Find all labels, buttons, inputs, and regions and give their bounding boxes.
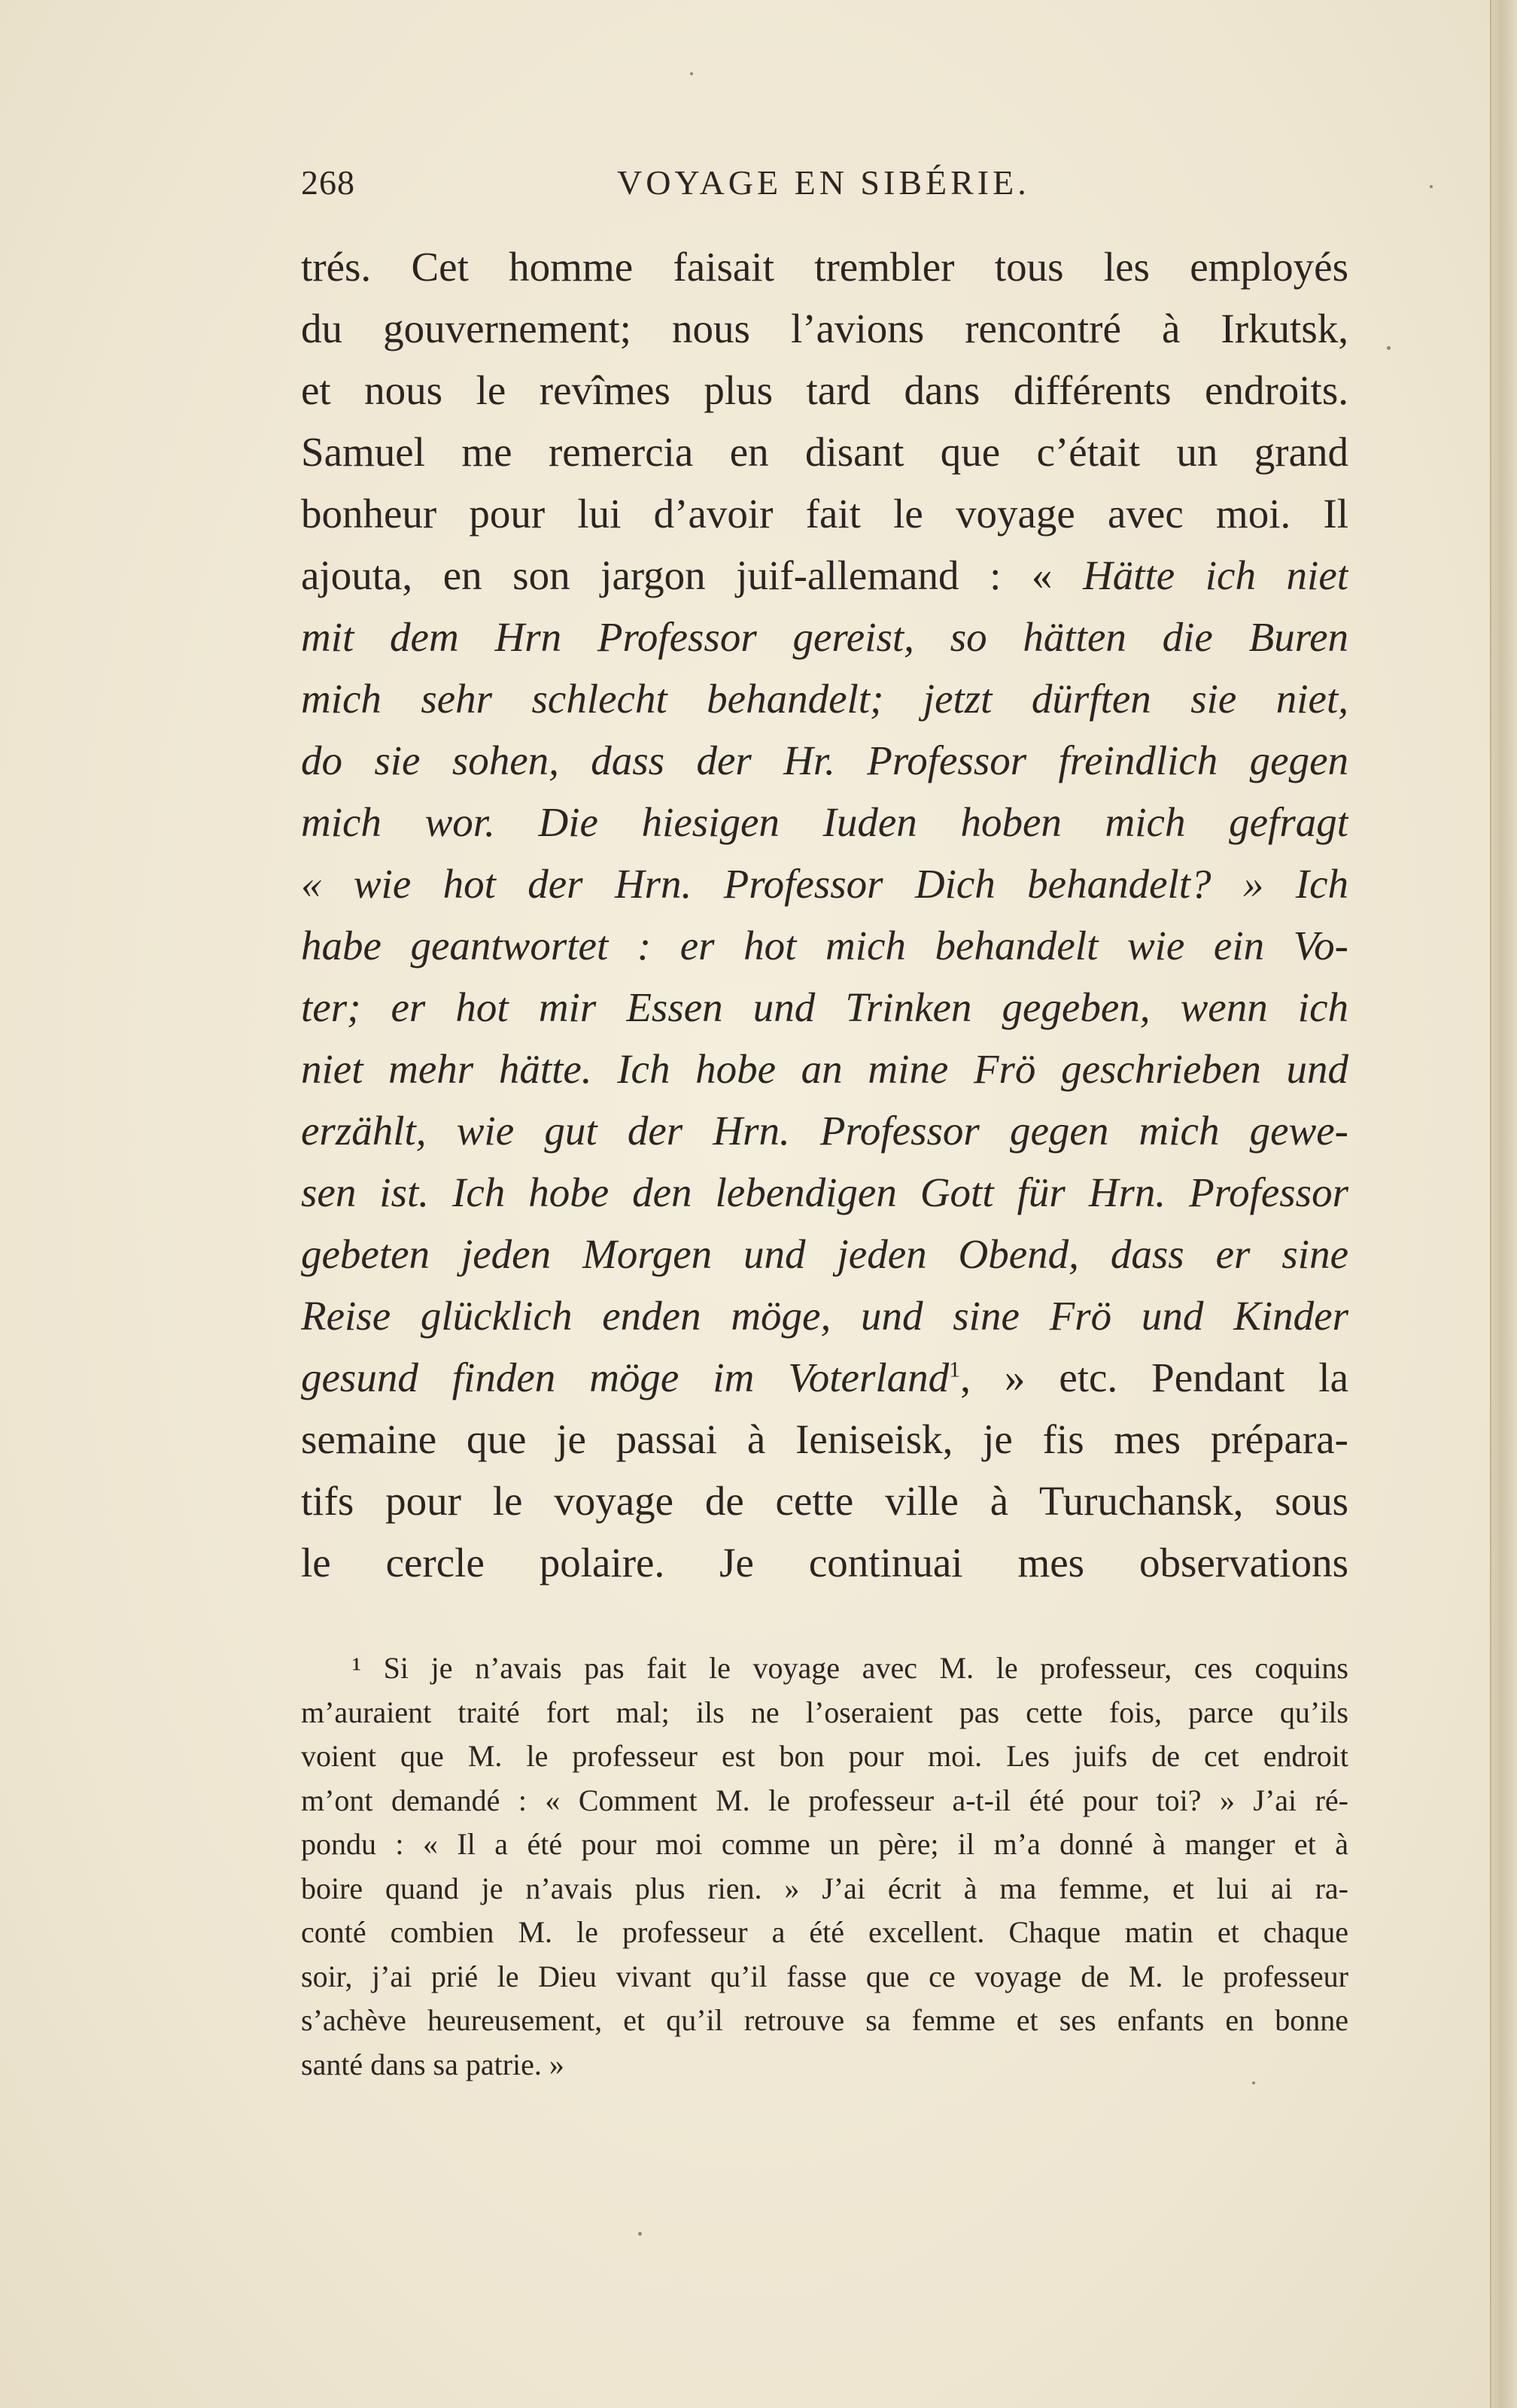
- footnote: [301, 1646, 1348, 2087]
- text-run: ajouta, en son jargon juif-allemand : «: [301, 552, 1053, 598]
- text-line: tifs pour le voyage de cette ville à Turuchansk, sous: [301, 1478, 1348, 1524]
- text-line: gebeten jeden Morgen und jeden Obend, dass er sine: [301, 1231, 1348, 1277]
- text-line: Samuel me remercia en disant que c’était un grand: [301, 429, 1348, 475]
- text-line: semaine que je passai à Ieniseisk, je fis mes prépara-: [301, 1416, 1348, 1462]
- footnote-line: ¹ Si je n’avais pas fait le voyage avec M. le professeur, ces coquins: [352, 1651, 1348, 1685]
- text-line: Reise glücklich enden möge, und sine Frö und Kinder: [301, 1293, 1348, 1339]
- text-line: mit dem Hrn Professor gereist, so hätten die Buren: [301, 614, 1348, 660]
- text-run: , » etc. Pendant la: [960, 1354, 1348, 1400]
- text-line: habe geantwortet : er hot mich behandelt wie ein Vo-: [301, 923, 1348, 968]
- italic-run: gesund finden möge im Voterland: [301, 1354, 950, 1400]
- italic-run: Hätte ich niet: [1083, 552, 1348, 598]
- paper-speck: [1430, 185, 1433, 188]
- paper-speck: [1387, 346, 1391, 350]
- text-line: [301, 545, 1348, 607]
- page-header: [301, 163, 1339, 215]
- footnote-ref: 1: [949, 1357, 961, 1382]
- text-line: erzählt, wie gut der Hrn. Professor gegen mich gewe-: [301, 1108, 1348, 1154]
- paper-speck: [638, 2232, 642, 2236]
- footnote-line: soir, j’ai prié le Dieu vivant qu’il fasse que ce voyage de M. le professeur: [301, 1959, 1348, 1993]
- footnote-line: santé dans sa patrie. »: [301, 2047, 564, 2081]
- text-line: et nous le revîmes plus tard dans différents endroits.: [301, 367, 1348, 413]
- footnote-line: s’achève heureusement, et qu’il retrouve sa femme et ses enfants en bonne: [301, 2003, 1348, 2037]
- text-line: sen ist. Ich hobe den lebendigen Gott für Hrn. Professor: [301, 1169, 1348, 1215]
- paper-speck: [1252, 2081, 1255, 2084]
- text-line: do sie sohen, dass der Hr. Professor freindlich gegen: [301, 737, 1348, 783]
- footnote-line: m’ont demandé : « Comment M. le professeur a-t-il été pour toi? » J’ai ré-: [301, 1783, 1348, 1817]
- text-line: « wie hot der Hrn. Professor Dich behandelt? » Ich: [301, 861, 1348, 907]
- footnote-line: conté combien M. le professeur a été excellent. Chaque matin et chaque: [301, 1915, 1348, 1949]
- footnote-line: m’auraient traité fort mal; ils ne l’oseraient pas cette fois, parce qu’ils: [301, 1695, 1348, 1729]
- footnote-line: boire quand je n’avais plus rien. » J’ai écrit à ma femme, et lui ai ra-: [301, 1871, 1348, 1905]
- running-head: VOYAGE EN SIBÉRIE.: [617, 163, 1030, 202]
- footnote-line: pondu : « Il a été pour moi comme un père; il m’a donné à manger et à: [301, 1827, 1348, 1861]
- page-number: 268: [301, 163, 355, 202]
- text-line: mich wor. Die hiesigen Iuden hoben mich gefragt: [301, 799, 1348, 845]
- text-line: mich sehr schlecht behandelt; jetzt dürften sie niet,: [301, 676, 1348, 722]
- text-line: niet mehr hätte. Ich hobe an mine Frö geschrieben und: [301, 1046, 1348, 1092]
- text-line: du gouvernement; nous l’avions rencontré à Irkutsk,: [301, 306, 1348, 351]
- paper-speck: [690, 72, 693, 75]
- page-edge: [1490, 0, 1517, 2408]
- text-line: trés. Cet homme faisait trembler tous les employés: [301, 244, 1348, 290]
- footnote-line: voient que M. le professeur est bon pour moi. Les juifs de cet endroit: [301, 1739, 1348, 1773]
- text-line: ter; er hot mir Essen und Trinken gegeben, wenn ich: [301, 984, 1348, 1030]
- text-line: le cercle polaire. Je continuai mes observations: [301, 1540, 1348, 1586]
- text-line: [301, 1347, 1348, 1409]
- main-text: [301, 236, 1348, 1594]
- text-line: bonheur pour lui d’avoir fait le voyage avec moi. Il: [301, 491, 1348, 537]
